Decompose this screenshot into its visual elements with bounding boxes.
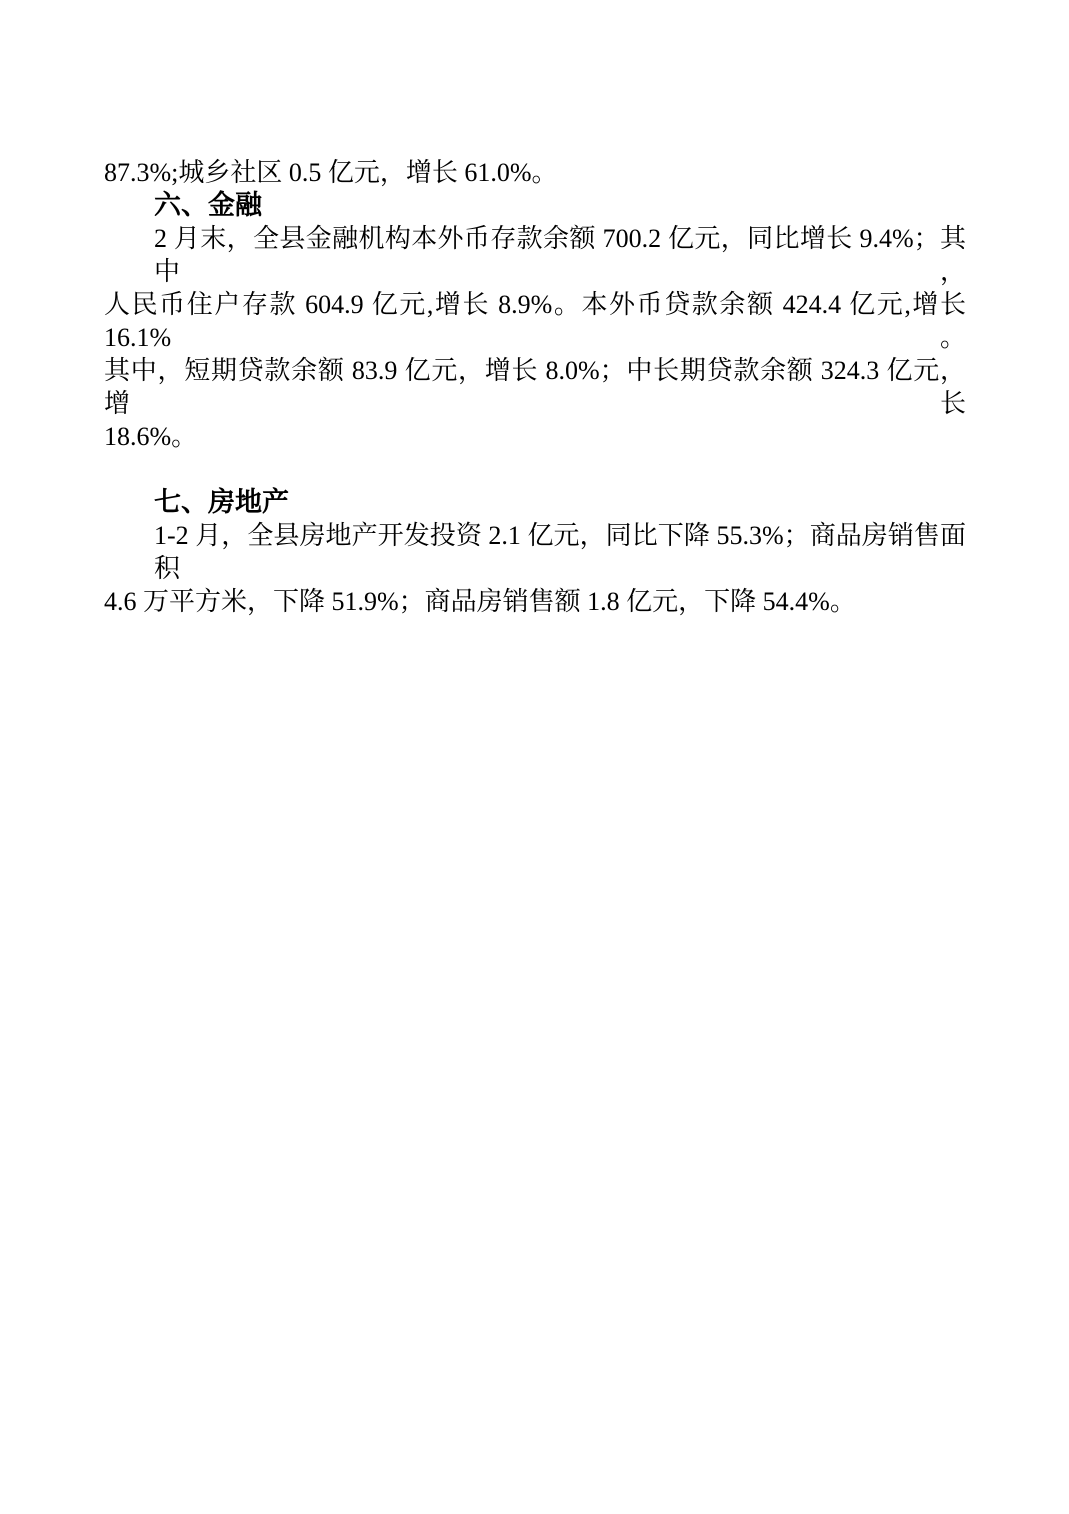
- real-estate-paragraph-line: 4.6 万平方米，下降 51.9%；商品房销售额 1.8 亿元，下降 54.4%。: [104, 587, 856, 616]
- finance-paragraph-line: 人民币住户存款 604.9 亿元,增长 8.9%。本外币贷款余额 424.4 亿元,增长 16.1%。: [104, 290, 966, 352]
- blank-line: [104, 453, 966, 486]
- paragraph-fragment-continued: 87.3%;城乡社区 0.5 亿元，增长 61.0%。: [104, 158, 558, 187]
- finance-paragraph-line: 2 月末，全县金融机构本外币存款余额 700.2 亿元，同比增长 9.4%；其中，: [154, 224, 966, 286]
- finance-paragraph-line: 18.6%。: [104, 422, 198, 451]
- finance-paragraph-line: 其中，短期贷款余额 83.9 亿元，增长 8.0%；中长期贷款余额 324.3 亿元，增长: [104, 356, 966, 418]
- section-heading-real-estate: 七、房地产: [154, 487, 289, 517]
- document-body: [104, 156, 966, 618]
- section-heading-finance: 六、金融: [154, 190, 262, 220]
- real-estate-paragraph-line: 1-2 月，全县房地产开发投资 2.1 亿元，同比下降 55.3%；商品房销售面积: [154, 521, 966, 583]
